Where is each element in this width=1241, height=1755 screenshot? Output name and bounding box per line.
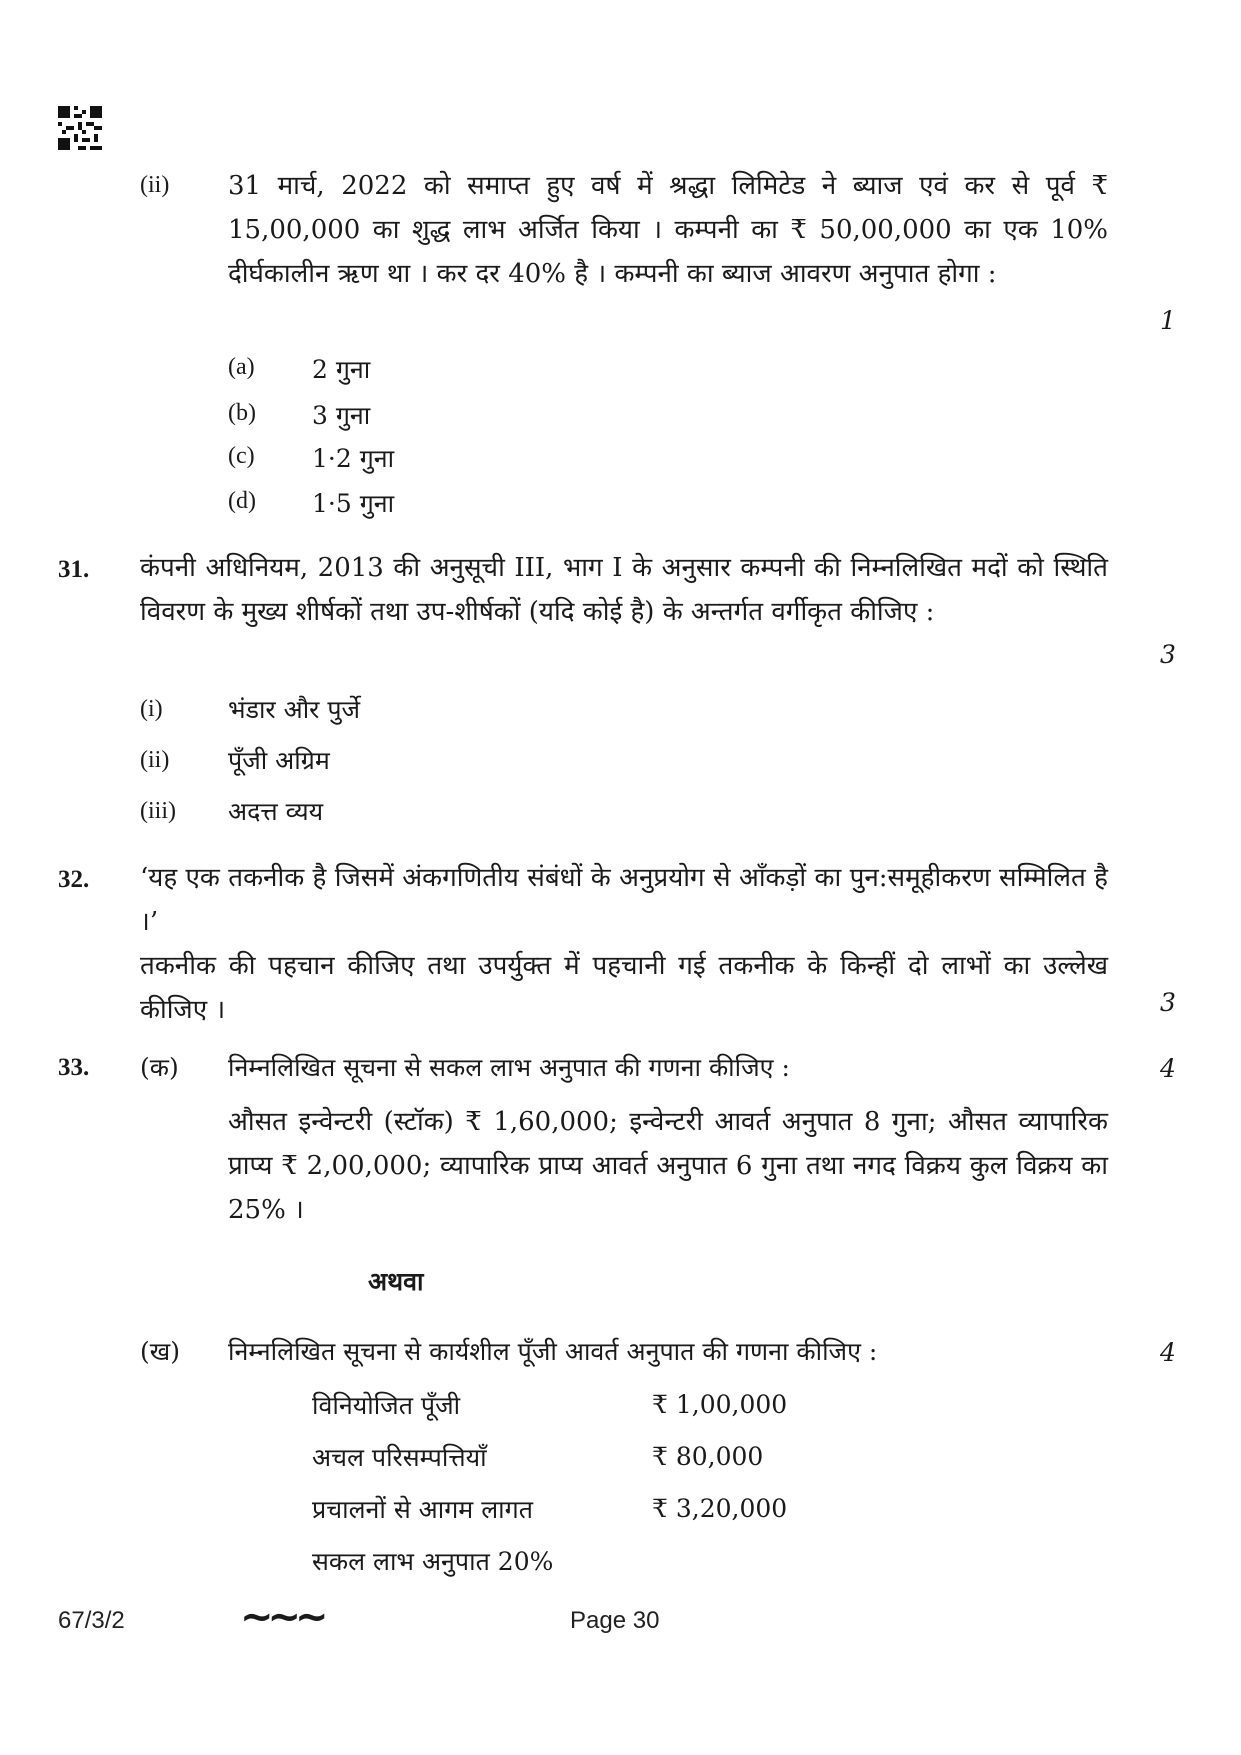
q33-part-a-label: (क): [140, 1053, 179, 1082]
q33-row-1-label: विनियोजित पूँजी: [312, 1391, 461, 1420]
q30-sub-label: (ii): [140, 172, 170, 198]
q33-part-a-text: औसत इन्वेन्टरी (स्टॉक) ₹ 1,60,000; इन्वेन्टरी आवर्त अनुपात 8 गुना; औसत व्यापारिक प्राप्य ₹ 2,00,000; व्यापारिक प्राप्य आवर्त अनुपात 6 गुना तथा नगद विक्रय कुल विक्रय का 25% ।: [228, 1107, 1108, 1225]
or-separator: अथवा: [368, 1267, 424, 1296]
q33-part-b-marks: 4: [1160, 1338, 1176, 1367]
q30-option-d-text: 1·5 गुना: [312, 489, 395, 518]
q30-option-a-label: (a): [228, 354, 255, 380]
qr-code-icon: [58, 106, 102, 150]
q30-option-b-text: 3 गुना: [312, 401, 371, 430]
q32-quote-text: ‘यह एक तकनीक है जिसमें अंकगणितीय संबंधों के अनुप्रयोग से आँकड़ों का पुन:समूहीकरण सम्मिलित है ।’: [140, 863, 1108, 937]
q32-question-text: तकनीक की पहचान कीजिए तथा उपर्युक्त में पहचानी गई तकनीक के किन्हीं दो लाभों का उल्लेख कीजिए ।: [140, 951, 1108, 1025]
q31-item-3-text: अदत्त व्यय: [228, 797, 324, 826]
q33-part-a-marks: 4: [1160, 1054, 1176, 1083]
q33-row-2-label: अचल परिसम्पत्तियाँ: [312, 1443, 487, 1472]
q33-part-a-title: निम्नलिखित सूचना से सकल लाभ अनुपात की गणना कीजिए :: [228, 1053, 790, 1082]
paper-code: 67/3/2: [58, 1607, 125, 1634]
q31-item-2-text: पूँजी अग्रिम: [228, 746, 330, 775]
q32-number: 32.: [58, 866, 90, 893]
q32-marks: 3: [1160, 988, 1176, 1017]
footer-ornament: ~~~: [240, 1594, 323, 1640]
q30-option-b-label: (b): [228, 400, 256, 426]
q30-option-c-text: 1·2 गुना: [312, 444, 395, 473]
q31-marks: 3: [1160, 640, 1176, 669]
q30-option-d-label: (d): [228, 488, 256, 514]
q33-part-b-title: निम्नलिखित सूचना से कार्यशील पूँजी आवर्त अनुपात की गणना कीजिए :: [228, 1337, 878, 1366]
q33-row-2-value: ₹ 80,000: [652, 1442, 764, 1471]
q30-marks: 1: [1160, 306, 1176, 335]
q33-last-line: सकल लाभ अनुपात 20%: [312, 1547, 554, 1576]
q31-item-1-label: (i): [140, 696, 163, 722]
q33-row-1-value: ₹ 1,00,000: [652, 1390, 788, 1419]
page-number: Page 30: [570, 1607, 660, 1634]
q31-item-3-label: (iii): [140, 798, 176, 824]
q31-item-1-text: भंडार और पुर्जे: [228, 695, 361, 724]
q33-part-b-label: (ख): [140, 1337, 180, 1366]
q33-number: 33.: [58, 1054, 90, 1081]
q30-option-c-label: (c): [228, 443, 255, 469]
q31-item-2-label: (ii): [140, 747, 170, 773]
q33-row-3-value: ₹ 3,20,000: [652, 1494, 788, 1523]
q31-question-text: कंपनी अधिनियम, 2013 की अनुसूची III, भाग I के अनुसार कम्पनी की निम्नलिखित मदों को स्थिति विवरण के मुख्य शीर्षकों तथा उप-शीर्षकों (यदि कोई है) के अन्तर्गत वर्गीकृत कीजिए :: [140, 553, 1108, 627]
q31-number: 31.: [58, 556, 90, 583]
q33-row-3-label: प्रचालनों से आगम लागत: [312, 1495, 533, 1524]
q30-question-text: 31 मार्च, 2022 को समाप्त हुए वर्ष में श्रद्धा लिमिटेड ने ब्याज एवं कर से पूर्व ₹ 15,00,000 का शुद्ध लाभ अर्जित किया । कम्पनी का ₹ 50,00,000 का एक 10% दीर्घकालीन ऋण था । कर दर 40% है । कम्पनी का ब्याज आवरण अनुपात होगा :: [228, 171, 1108, 289]
q30-option-a-text: 2 गुना: [312, 355, 371, 384]
